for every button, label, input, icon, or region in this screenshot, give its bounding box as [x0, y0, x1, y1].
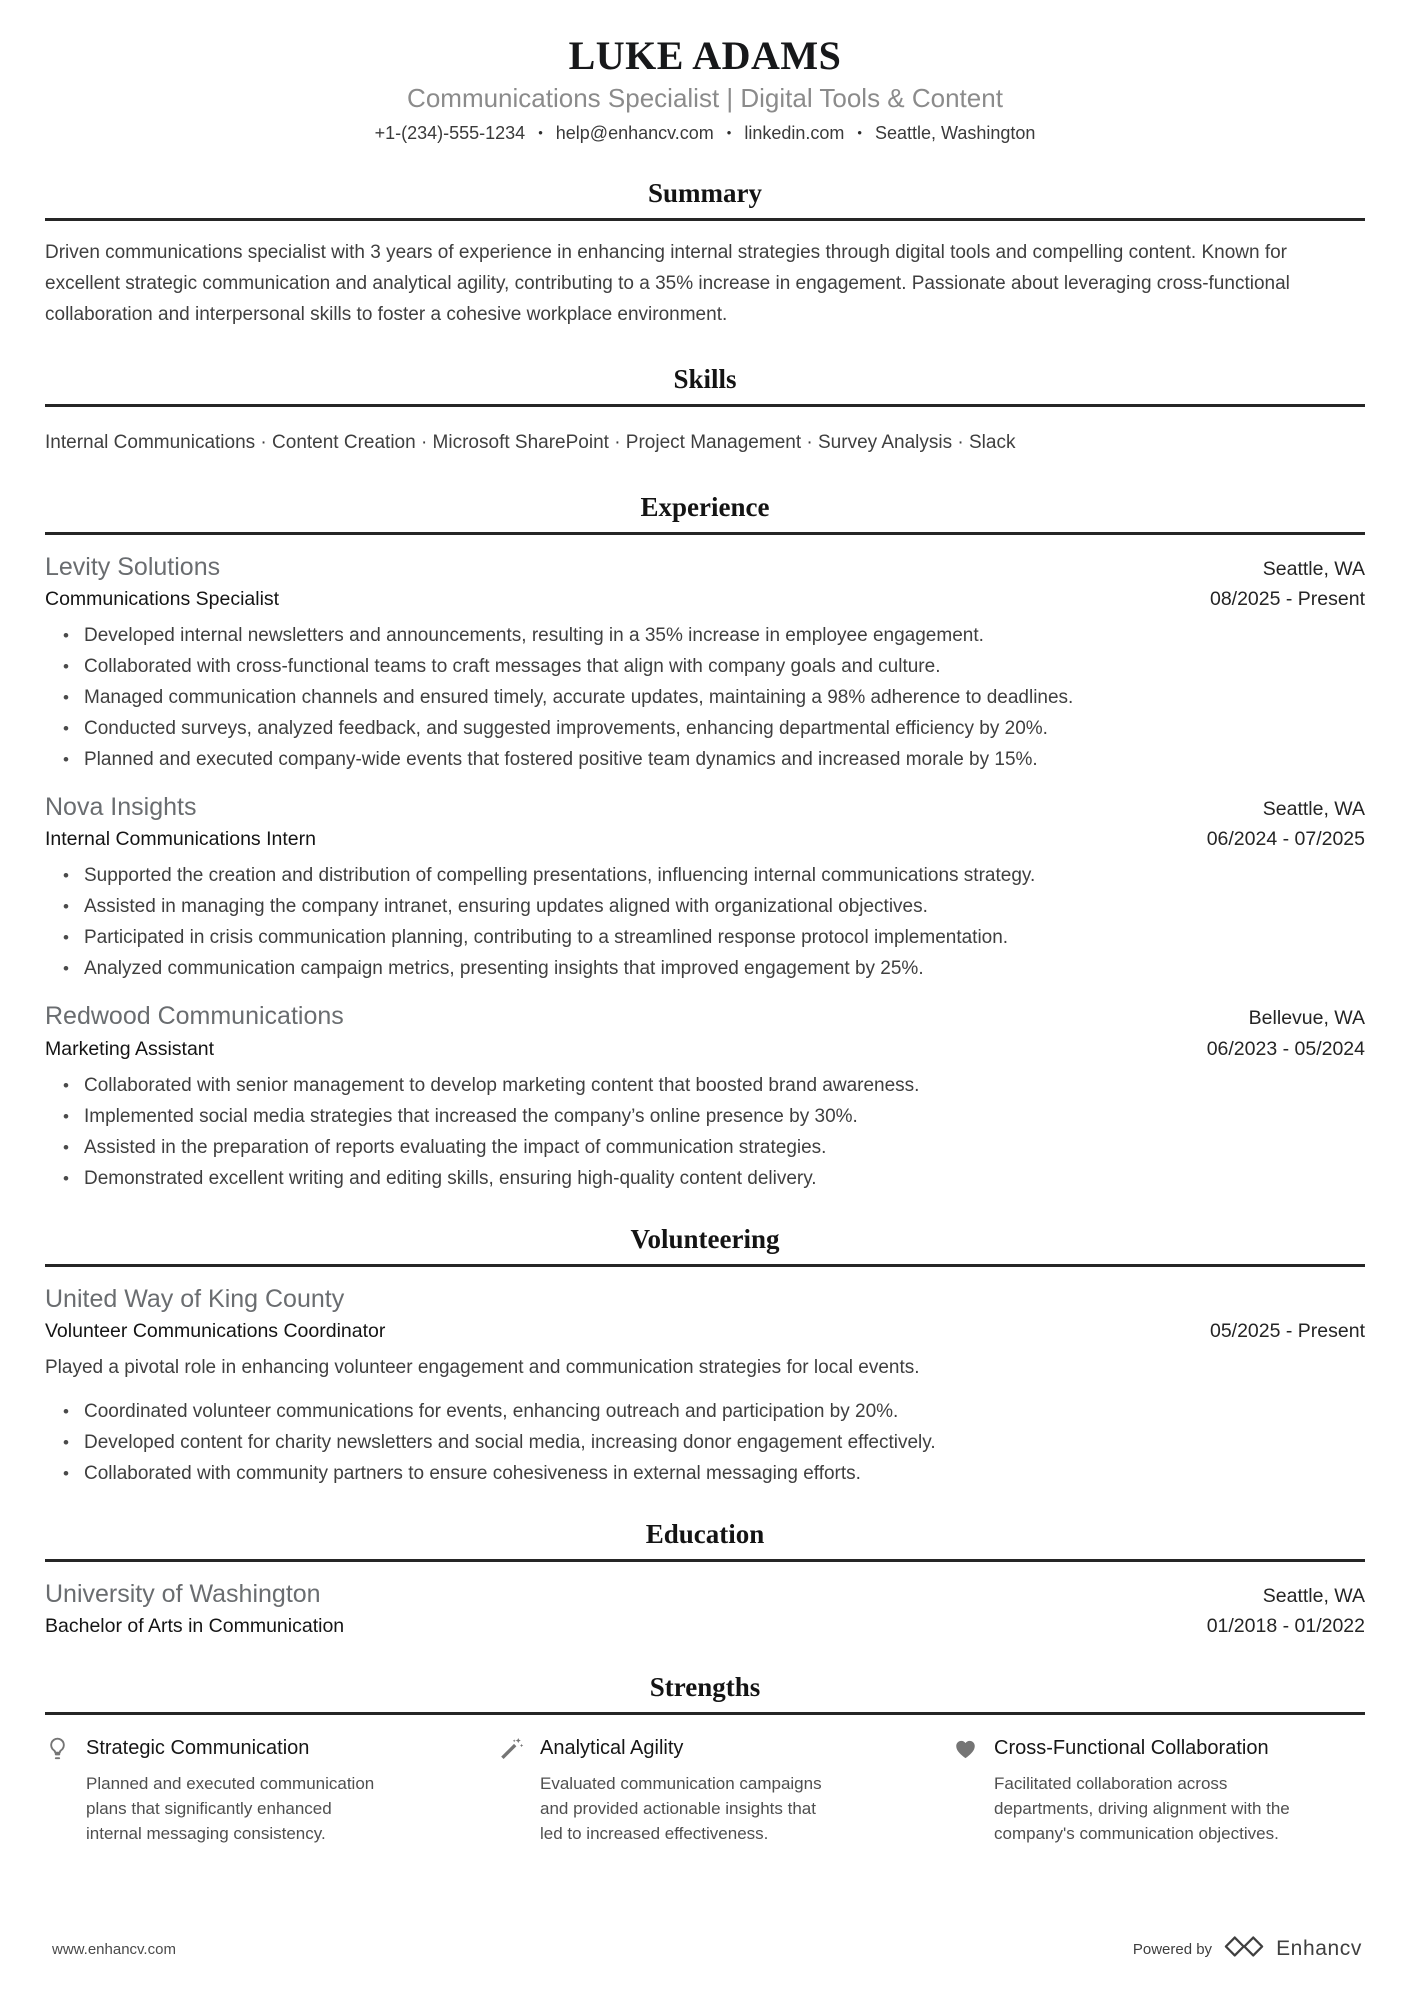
education-entry	[45, 1579, 1365, 1638]
strength-item	[499, 1735, 911, 1846]
job-location: Seattle, WA	[1262, 557, 1365, 580]
candidate-title: Communications Specialist | Digital Tools & Content	[407, 82, 1003, 113]
resume-header	[45, 34, 1365, 144]
heart-icon	[953, 1735, 979, 1761]
section-divider	[45, 1559, 1365, 1562]
experience-bullet: • Conducted surveys, analyzed feedback, and suggested improvements, enhancing departmental efficiency by 20%.	[63, 717, 1365, 740]
experience-bullet: • Developed internal newsletters and announcements, resulting in a 35% increase in employee engagement.	[63, 624, 1365, 647]
volunteer-dates: 05/2025 - Present	[1209, 1319, 1365, 1342]
section-divider	[45, 404, 1365, 407]
experience-bullet: • Demonstrated excellent writing and editing skills, ensuring high-quality content delivery.	[63, 1167, 1365, 1190]
experience-entry	[45, 552, 1365, 771]
experience-bullet: • Collaborated with cross-functional teams to craft messages that align with company goals and culture.	[63, 655, 1365, 678]
strength-text: Evaluated communication campaigns and provided actionable insights that led to increased effectiveness.	[540, 1774, 822, 1844]
magic-wand-icon	[499, 1735, 525, 1761]
school-location: Seattle, WA	[1262, 1585, 1365, 1608]
strength-content	[994, 1735, 1290, 1846]
section-strengths	[45, 1672, 1365, 1846]
volunteering-bullet: • Coordinated volunteer communications for events, enhancing outreach and participation by 20%.	[63, 1400, 1365, 1423]
education-heading: Education	[645, 1518, 765, 1549]
summary-heading: Summary	[648, 177, 762, 208]
section-summary	[45, 178, 1365, 330]
section-education	[45, 1519, 1365, 1638]
volunteer-description: Played a pivotal role in enhancing volunteer engagement and communication strategies for local events.	[45, 1356, 920, 1378]
experience-bullets	[63, 864, 1365, 980]
lightbulb-icon	[45, 1735, 71, 1761]
strength-title: Strategic Communication	[86, 1737, 310, 1760]
job-title: Communications Specialist	[45, 588, 280, 611]
contact-item: • linkedin.com	[714, 123, 845, 144]
contact-item: +1-(234)-555-1234	[374, 122, 526, 143]
section-divider	[45, 532, 1365, 535]
experience-bullets	[63, 624, 1365, 771]
experience-entry	[45, 1001, 1365, 1189]
powered-by-badge	[1133, 1933, 1362, 1965]
strength-item	[953, 1735, 1365, 1846]
volunteering-heading: Volunteering	[630, 1223, 780, 1254]
website-link[interactable]: www.enhancv.com	[52, 1940, 176, 1958]
experience-bullet: • Participated in crisis communication planning, contributing to a streamlined response protocol implementation.	[63, 926, 1365, 949]
experience-bullet: • Planned and executed company-wide events that fostered positive team dynamics and increased morale by 15%.	[63, 748, 1365, 771]
volunteering-entry	[45, 1284, 1365, 1485]
section-divider	[45, 218, 1365, 221]
strengths-grid	[45, 1735, 1365, 1846]
experience-heading: Experience	[640, 491, 770, 522]
strength-title: Cross-Functional Collaboration	[994, 1737, 1269, 1760]
experience-entry	[45, 792, 1365, 980]
company-name: Redwood Communications	[45, 1002, 344, 1031]
strength-content	[86, 1735, 382, 1846]
degree-name: Bachelor of Arts in Communication	[45, 1615, 345, 1638]
skills-heading: Skills	[673, 363, 737, 394]
section-experience	[45, 492, 1365, 1190]
enhancv-logo-icon	[1222, 1933, 1266, 1965]
experience-bullet: • Supported the creation and distribution of compelling presentations, influencing internal communications strategy.	[63, 864, 1365, 887]
experience-bullets	[63, 1074, 1365, 1190]
experience-bullet: • Analyzed communication campaign metrics, presenting insights that improved engagement by 25%.	[63, 957, 1365, 980]
section-volunteering	[45, 1224, 1365, 1485]
powered-by-label: Powered by	[1132, 1940, 1213, 1958]
volunteering-bullet: • Collaborated with community partners to ensure cohesiveness in external messaging efforts.	[63, 1462, 1365, 1485]
strength-content	[540, 1735, 836, 1846]
skills-list: Internal Communications · Content Creation · Microsoft SharePoint · Project Management · Survey Analysis · Slack	[45, 431, 1016, 453]
job-title: Internal Communications Intern	[45, 828, 316, 851]
section-divider	[45, 1264, 1365, 1267]
experience-bullet: • Implemented social media strategies that increased the company’s online presence by 30%.	[63, 1105, 1365, 1128]
contact-item: • help@enhancv.com	[525, 123, 714, 144]
job-location: Bellevue, WA	[1248, 1007, 1365, 1030]
page-footer	[52, 1933, 1362, 1965]
strengths-heading: Strengths	[649, 1672, 761, 1703]
strength-text: Planned and executed communication plans that significantly enhanced internal messaging consistency.	[86, 1774, 375, 1844]
organization-name: United Way of King County	[45, 1284, 345, 1313]
contact-line	[45, 123, 1365, 144]
company-name: Levity Solutions	[45, 552, 221, 581]
experience-bullet: • Assisted in the preparation of reports evaluating the impact of communication strategies.	[63, 1136, 1365, 1159]
experience-bullet: • Collaborated with senior management to develop marketing content that boosted brand awareness.	[63, 1074, 1365, 1097]
experience-bullet: • Assisted in managing the company intranet, ensuring updates aligned with organizational objectives.	[63, 895, 1365, 918]
education-dates: 01/2018 - 01/2022	[1206, 1615, 1365, 1638]
candidate-name: LUKE ADAMS	[568, 33, 842, 78]
volunteering-bullet: • Developed content for charity newsletters and social media, increasing donor engagement effectively.	[63, 1431, 1365, 1454]
job-dates: 06/2023 - 05/2024	[1206, 1037, 1365, 1060]
strength-title: Analytical Agility	[540, 1737, 684, 1760]
strength-item	[45, 1735, 457, 1846]
job-title: Marketing Assistant	[45, 1037, 215, 1060]
job-location: Seattle, WA	[1262, 798, 1365, 821]
school-name: University of Washington	[45, 1580, 321, 1609]
section-skills	[45, 364, 1365, 458]
strength-text: Facilitated collaboration across departments, driving alignment with the company's communication objectives.	[994, 1774, 1290, 1844]
section-divider	[45, 1712, 1365, 1715]
volunteering-bullets	[63, 1400, 1365, 1485]
brand-name: Enhancv	[1276, 1937, 1362, 1960]
summary-text: Driven communications specialist with 3 years of experience in enhancing internal strategies through digital tools and compelling content. Known for excellent strategic communication and analytical agility, contributing to a 35% increase in engagement. Passionate about leveraging cross-functional collaboration and interpersonal skills to foster a cohesive workplace environment.	[45, 241, 1290, 325]
company-name: Nova Insights	[45, 793, 197, 822]
experience-bullet: • Managed communication channels and ensured timely, accurate updates, maintaining a 98% adherence to deadlines.	[63, 686, 1365, 709]
job-dates: 08/2025 - Present	[1209, 588, 1365, 611]
job-dates: 06/2024 - 07/2025	[1206, 828, 1365, 851]
volunteer-role: Volunteer Communications Coordinator	[45, 1319, 386, 1342]
contact-item: • Seattle, Washington	[844, 123, 1035, 144]
